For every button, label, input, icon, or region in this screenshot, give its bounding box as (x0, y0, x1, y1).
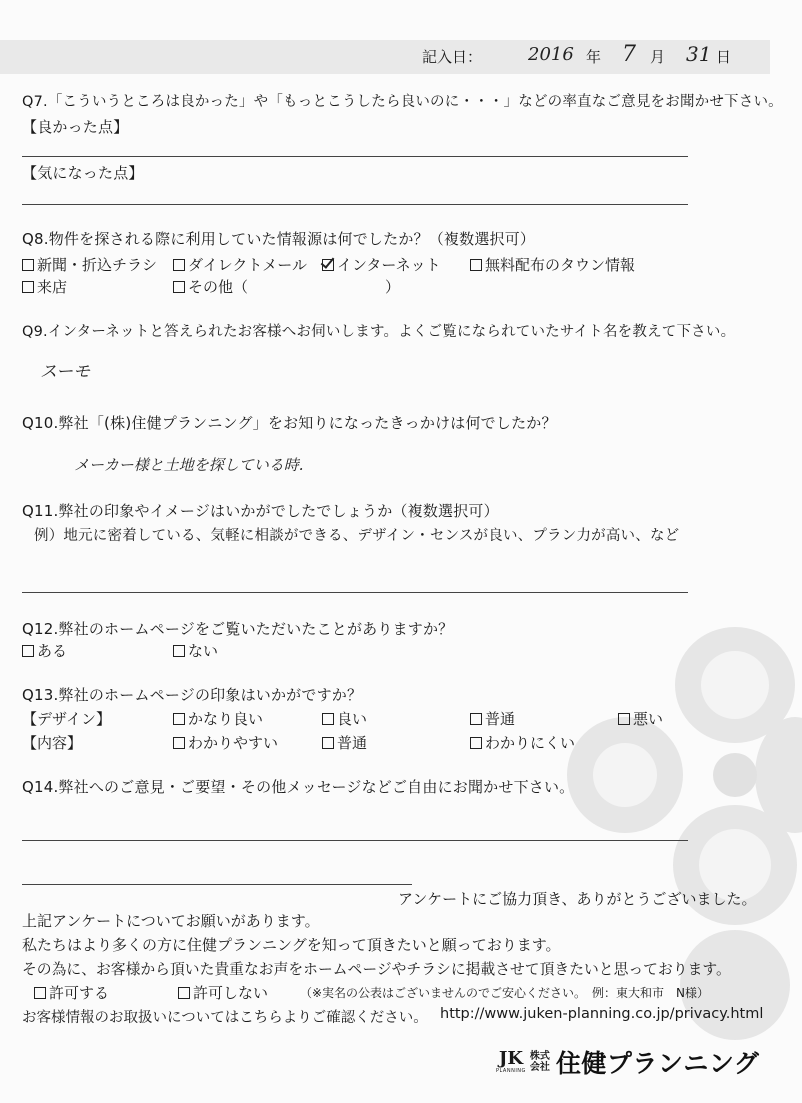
q8-option-newspaper[interactable]: 新聞・折込チラシ (22, 254, 157, 275)
entry-date-label: 記入日： (422, 48, 483, 66)
q11-answer-line[interactable] (22, 592, 688, 593)
checkbox-checked[interactable] (322, 259, 334, 271)
q13-content-normal[interactable]: 普通 (322, 732, 367, 753)
q12-question: Q12.弊社のホームページをご覧いただいたことがありますか？ (22, 620, 454, 638)
q10-answer-handwritten: メーカー様と土地を探している時. (74, 456, 304, 474)
kabushiki-kaisha-mark: 株式会社 (529, 1051, 550, 1073)
q7-question: Q7.「こういうところは良かった」や「もっとこうしたら良いのに・・・」などの率直なご意見をお聞かせ下さい。 (22, 94, 783, 110)
checkbox[interactable] (34, 987, 46, 999)
month-unit: 月 (650, 48, 666, 66)
checkbox[interactable] (173, 259, 185, 271)
q7-concern-answer-line[interactable] (22, 204, 688, 205)
q13-design-good[interactable]: 良い (322, 708, 367, 729)
q7-good-answer-line[interactable] (22, 156, 688, 157)
company-name: 住健プランニング (555, 1049, 760, 1078)
checkbox[interactable] (322, 713, 334, 725)
q7-concern-label: 【気になった点】 (22, 164, 144, 182)
q13-design-very-good[interactable]: かなり良い (173, 708, 263, 729)
checkbox[interactable] (470, 259, 482, 271)
q13-design-bad[interactable]: 悪い (618, 708, 663, 729)
q8-question: Q8.物件を探される際に利用していた情報源は何でしたか？（複数選択可） (22, 230, 536, 248)
q9-question: Q9.インターネットと答えられたお客様へお伺いします。よくご覧になられていたサイト名を教えて下さい。 (22, 324, 736, 340)
company-logo (496, 1044, 759, 1080)
q8-option-store-visit[interactable]: 来店 (22, 276, 67, 297)
entry-day: 31 (686, 42, 712, 66)
q12-option-yes[interactable]: ある (22, 640, 67, 661)
thanks-message: アンケートにご協力頂き、ありがとうございました。 (398, 890, 757, 908)
q14-answer-line-2[interactable] (22, 884, 412, 885)
request-line-3: その為に、お客様から頂いた貴重なお声をホームページやチラシに掲載させて頂きたいと思っております。 (22, 961, 731, 978)
q13-content-hard[interactable]: わかりにくい (470, 732, 575, 753)
permit-option[interactable]: 許可する (34, 982, 109, 1003)
q8-option-direct-mail[interactable]: ダイレクトメール (173, 254, 307, 275)
q9-answer-handwritten: スーモ (40, 362, 91, 382)
flower-watermark-icon (545, 615, 802, 1045)
q11-example: 例）地元に密着している、気軽に相談ができる、デザイン・センスが良い、プラン力が高い、など (34, 528, 680, 544)
q13-content-label: 【内容】 (22, 734, 83, 752)
q7-good-label: 【良かった点】 (22, 118, 129, 136)
checkbox[interactable] (470, 737, 482, 749)
checkbox[interactable] (173, 713, 185, 725)
checkbox[interactable] (22, 259, 34, 271)
year-unit: 年 (586, 48, 602, 66)
entry-month: 7 (622, 42, 636, 67)
jk-logo-mark: JK PLANNING (496, 1048, 526, 1074)
day-unit: 日 (716, 48, 732, 66)
request-heading: 上記アンケートについてお願いがあります。 (22, 912, 320, 930)
privacy-link[interactable]: http://www.juken-planning.co.jp/privacy.html (440, 1006, 764, 1022)
checkbox[interactable] (322, 737, 334, 749)
entry-year: 2016 (528, 44, 574, 65)
checkbox[interactable] (618, 713, 630, 725)
q14-question: Q14.弊社へのご意見・ご要望・その他メッセージなどご自由にお聞かせ下さい。 (22, 778, 575, 796)
q8-option-internet[interactable]: インターネット (322, 254, 441, 275)
q11-question: Q11.弊社の印象やイメージはいかがでしたでしょうか（複数選択可） (22, 502, 499, 520)
q8-other-close-paren: ） (385, 278, 401, 296)
q13-design-label: 【デザイン】 (22, 710, 111, 728)
checkbox[interactable] (173, 737, 185, 749)
checkbox[interactable] (470, 713, 482, 725)
deny-option[interactable]: 許可しない (178, 982, 268, 1003)
checkbox[interactable] (173, 645, 185, 657)
q13-question: Q13.弊社のホームページの印象はいかがですか？ (22, 686, 363, 704)
request-line-2: 私たちはより多くの方に住健プランニングを知って頂きたいと願っております。 (22, 936, 561, 954)
q13-content-easy[interactable]: わかりやすい (173, 732, 278, 753)
q10-question: Q10.弊社「(株)住健プランニング」をお知りになったきっかけは何でしたか？ (22, 414, 557, 432)
q8-option-town-info[interactable]: 無料配布のタウン情報 (470, 254, 635, 275)
q8-option-other[interactable]: その他（ (173, 276, 248, 297)
checkbox[interactable] (22, 281, 34, 293)
checkbox[interactable] (22, 645, 34, 657)
q12-option-no[interactable]: ない (173, 640, 218, 661)
checkbox[interactable] (173, 281, 185, 293)
anonymity-note: （※実名の公表はございませんのでご安心ください。 例：東大和市 N様） (300, 986, 710, 1000)
q14-answer-line-1[interactable] (22, 840, 688, 841)
checkbox[interactable] (178, 987, 190, 999)
privacy-text: お客様情報のお取扱いについてはこちらよりご確認ください。 (22, 1010, 428, 1026)
q13-design-normal[interactable]: 普通 (470, 708, 515, 729)
